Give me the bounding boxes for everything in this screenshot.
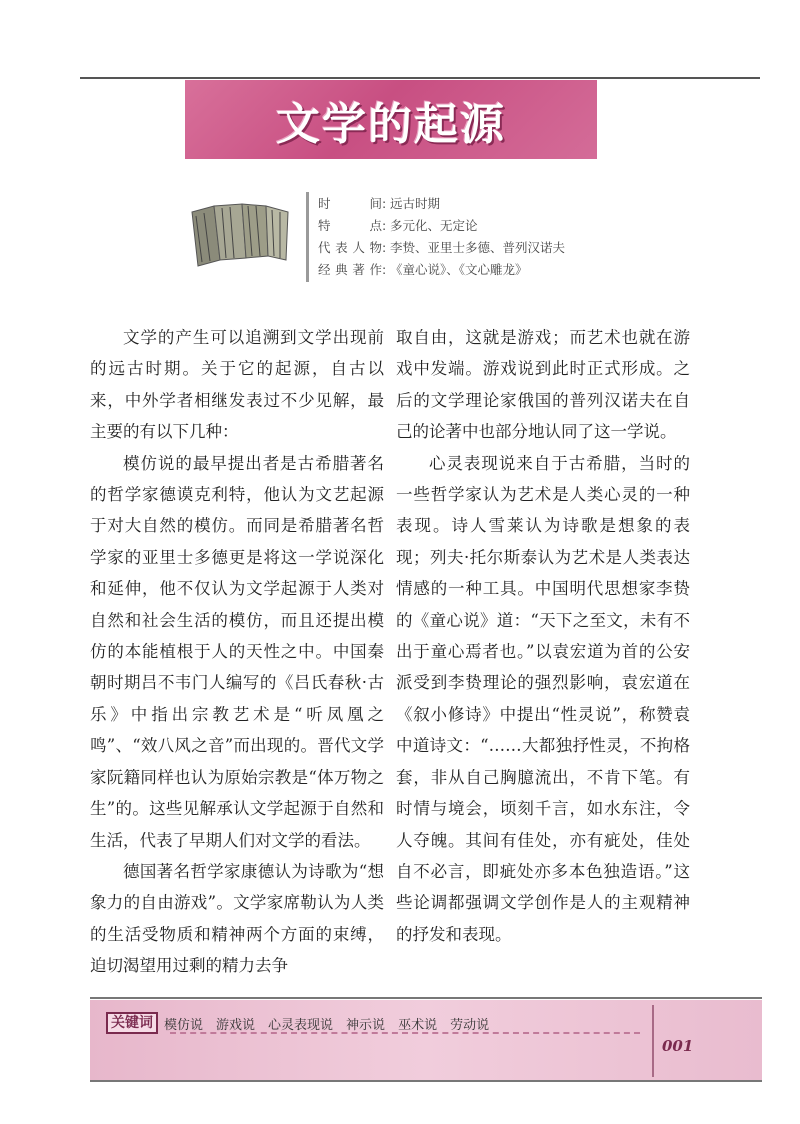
title-banner	[185, 80, 597, 159]
body-paragraph: 德国著名哲学家康德认为诗歌为“想象力的自由游戏”。文学家席勒认为人类的生活受物质和精神两个方面的束缚，迫切渴望用过剩的精力去争	[90, 861, 384, 976]
keyword-item: 神示说	[346, 1017, 386, 1033]
bamboo-book-illustration	[190, 198, 290, 270]
body-paragraph: 心灵表现说来自于古希腊，当时的一些哲学家认为艺术是人类心灵的一种表现。诗人雪莱认为诗歌是想象的表现；列夫·托尔斯泰认为艺术是人类表达情感的一种工具。中国明代思想家李贽的《童心说》道：“天下之至文，未有不出于童心焉者也。”以袁宏道为首的公安派受到李贽理论的强烈影响，袁宏道在《叙小修诗》中提出“性灵说”，称赞袁中道诗文：“……大都独抒性灵，不拘格套，非从自己胸臆流出，不肯下笔。有时情与境会，顷刻千言，如水东注，令人夺魄。其间有佳处，亦有疵处，佳处自不必言，即疵处亦多本色独造语。”这些论调都强调文学创作是人的主观精神的抒发和表现。	[396, 453, 690, 944]
info-box	[318, 193, 565, 281]
body-paragraph: 模仿说的最早提出者是古希腊著名的哲学家德谟克利特，他认为文艺起源于对大自然的模仿。而同是希腊著名哲学家的亚里士多德更是将这一学说深化和延伸，他不仅认为文学起源于人类对自然和社会生活的模仿，而且还提出模仿的本能植根于人的天性之中。中国秦朝时期吕不韦门人编写的《吕氏春秋·古乐》中指出宗教艺术是“听凤凰之鸣”、“效八风之音”而出现的。晋代文学家阮籍同样也认为原始宗教是“体万物之生”的。这些见解承认文学起源于自然和生活，代表了早期人们对文学的看法。	[90, 453, 384, 850]
info-label: 代表人物	[318, 240, 382, 255]
page-title: 文学的起源	[276, 98, 506, 150]
keyword-list	[106, 1012, 502, 1034]
info-row-figures: 代表人物 : 李贽、亚里士多德、普列汉诺夫	[318, 237, 565, 259]
keyword-item: 模仿说	[164, 1017, 204, 1033]
body-column-right	[396, 322, 690, 950]
info-label: 时间	[318, 196, 382, 211]
info-value: 李贽、亚里士多德、普列汉诺夫	[390, 240, 566, 255]
info-divider	[306, 192, 309, 282]
info-label: 特点	[318, 218, 382, 233]
info-row-time: 时间 : 远古时期	[318, 193, 565, 215]
keyword-label: 关键词	[106, 1012, 158, 1034]
body-paragraph: 取自由，这就是游戏；而艺术也就在游戏中发端。游戏说到此时正式形成。之后的文学理论家俄国的普列汉诺夫在自己的论著中也部分地认同了这一学说。	[396, 328, 690, 442]
keyword-dashed-line	[170, 1032, 640, 1034]
keyword-item: 巫术说	[398, 1017, 438, 1033]
keyword-item: 劳动说	[450, 1017, 490, 1033]
info-value: 远古时期	[390, 196, 441, 211]
page-number-divider	[652, 1005, 654, 1077]
info-label: 经典著作	[318, 262, 382, 277]
body-column-left	[90, 322, 384, 982]
footer-bottom-rule	[90, 1080, 762, 1082]
footer-top-rule	[90, 997, 762, 999]
keyword-item: 心灵表现说	[268, 1017, 334, 1033]
body-paragraph: 文学的产生可以追溯到文学出现前的远古时期。关于它的起源，自古以来，中外学者相继发表过不少见解，最主要的有以下几种：	[90, 328, 384, 442]
info-row-works: 经典著作 : 《童心说》、《文心雕龙》	[318, 259, 565, 281]
info-value: 《童心说》、《文心雕龙》	[390, 262, 528, 277]
info-value: 多元化、无定论	[390, 218, 478, 233]
page-number: 001	[662, 1037, 694, 1055]
info-row-features: 特点 : 多元化、无定论	[318, 215, 565, 237]
keyword-item: 游戏说	[216, 1017, 256, 1033]
top-rule	[80, 77, 760, 79]
